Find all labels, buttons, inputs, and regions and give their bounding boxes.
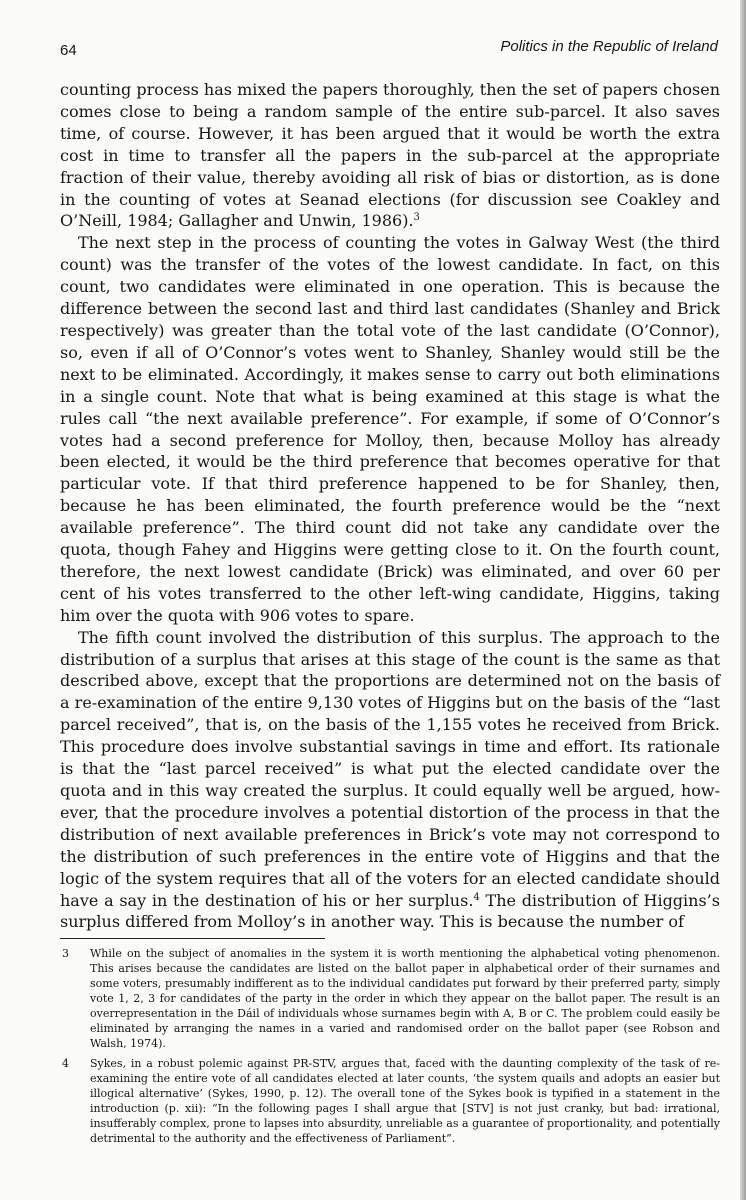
paragraph-3	[60, 627, 720, 934]
paragraph-3-continuation: The distribution of Higgins’s surplus differed from Molloy’s in another way. This is because the number of	[60, 890, 720, 932]
paragraph-1	[60, 79, 720, 232]
page-header	[60, 36, 718, 60]
body-text	[60, 79, 720, 933]
paragraph-2: The next step in the process of counting the votes in Galway West (the third count) was the transfer of the votes of the lowest candidate. In fact, on this count, two candidates were eliminated in one operation. This is because the difference between the second last and third last candidates (Shanley and Brick respectively) was greater than the total vote of the last candidate (O’Connor), so, even if all of O’Connor’s votes went to Shanley, Shanley would still be the next to be eliminated. Accordingly, it makes sense to carry out both eliminations in a single count. Note that what is being examined at this stage is what the rules call “the next available preference”. For example, if some of O’Connor’s votes had a second preference for Molloy, then, because Molloy has already been elected, it would be the third preference that becomes operative for that particular vote. If that third preference happened to be for Shanley, then, because he has been eliminated, the fourth preference would be the “next available preference”. The third count did not take any candidate over the quota, though Fahey and Higgins were getting close to it. On the fourth count, therefore, the next lowest candidate (Brick) was eliminated, and over 60 per cent of his votes transferred to the other left-wing candidate, Higgins, taking him over the quota with 906 votes to spare.	[60, 233, 720, 625]
footnote-3	[60, 946, 720, 1051]
footnote-number: 3	[62, 947, 69, 960]
running-title: Politics in the Republic of Ireland	[500, 38, 718, 55]
footnote-ref-3: 3	[413, 212, 420, 224]
paragraph-3-text: The fifth count involved the distribution of this surplus. The approach to the distribution of a surplus that arises at this stage of the count is the same as that described above, except that the proportions are determined not on the basis of a re-examination of the entire 9,130 votes of Higgins but on the basis of the “last parcel received”, that is, on the basis of the 1,155 votes he received from Brick. This procedure does involve substantial savings in time and effort. Its rationale is that the “last parcel received” is what put the elected candidate over the quota and in this way created the surplus. It could equally well be argued, however, that the procedure involves a potential distortion of the process in that the distribution of next available preferences in Brick’s vote may not correspond to the distribution of such preferences in the entire vote of Higgins and that the logic of the system requires that all of the voters for an elected candidate should have a say in the destination of his or her surplus.	[60, 627, 720, 910]
footnote-text: Sykes, in a robust polemic against PR-STV, argues that, faced with the daunting complexity of the task of reexamining the entire vote of all candidates elected at later counts, ‘the system quails and adopts an easier but illogical alternative’ (Sykes, 1990, p. 12). The overall tone of the Sykes book is typified in a statement in the introduction (p. xii): “In the following pages I shall argue that [STV] is not just cranky, but bad: irrational, insufferably complex, prone to lapses into absurdity, unreliable as a guarantee of proportionality, and potentially detrimental to the authority and the effectiveness of Parliament”.	[90, 1057, 720, 1145]
footnote-number: 4	[62, 1057, 69, 1070]
footnote-4	[60, 1056, 720, 1146]
footnotes	[60, 946, 720, 1151]
page-number: 64	[60, 42, 77, 59]
paragraph-1-text: counting process has mixed the papers thoroughly, then the set of papers chosen comes close to being a random sample of the entire sub-parcel. It also saves time, of course. However, it has been argued that it would be worth the extra cost in time to transfer all the papers in the sub-parcel at the appropriate fraction of their value, thereby avoiding all risk of bias or distortion, as is done in the counting of votes at Seanad elections (for discussion see Coakley and O’Neill, 1984; Gallagher and Unwin, 1986).	[60, 80, 720, 231]
footnote-rule	[60, 938, 325, 939]
footnote-text: While on the subject of anomalies in the system it is worth mentioning the alphabetical voting phenomenon. This arises because the candidates are listed on the ballot paper in alphabetical order of their surnames and some voters, presumably indifferent as to the individual candidates put forward by their preferred party, simply vote 1, 2, 3 for candidates of the party in the order in which they appear on the ballot paper. The result is an overrepresentation in the Dáil of individuals whose surnames begin with A, B or C. The problem could easily be eliminated by arranging the names in a varied and randomised order on the ballot paper (see Robson and Walsh, 1974).	[90, 947, 720, 1050]
footnote-ref-4: 4	[473, 891, 480, 903]
page-edge-shadow	[740, 0, 746, 1200]
